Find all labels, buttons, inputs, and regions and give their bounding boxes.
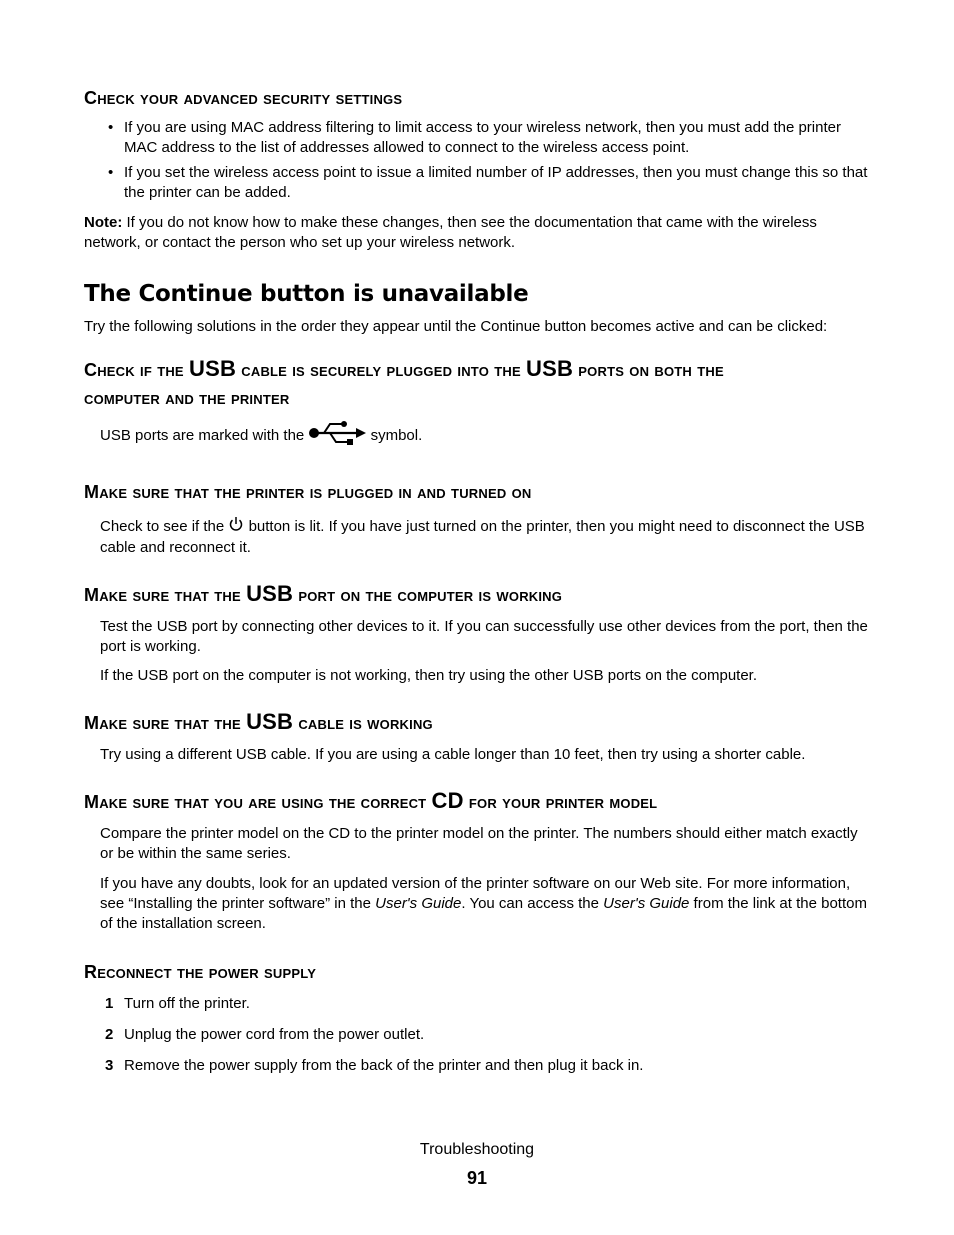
step-number: 3 <box>105 1057 114 1074</box>
usb-icon <box>308 420 366 452</box>
heading-plugged-in: Make sure that the printer is plugged in and turned on <box>84 482 532 502</box>
heading-part: cable is securely plugged into the <box>236 360 527 380</box>
heading-part: cable is working <box>293 713 433 733</box>
text-part: Check to see if the <box>100 517 229 535</box>
heading-part: port on the computer is working <box>293 585 563 605</box>
usb-cable-paragraph: Try using a different USB cable. If you are using a cable longer than 10 feet, then try using a shorter cable. <box>100 746 806 763</box>
text-part: USB ports are marked with the <box>100 426 309 444</box>
cd-paragraph: Compare the printer model on the CD to the printer model on the printer. The numbers should either match exactly or be within the same series. <box>100 825 858 862</box>
heading-correct-cd <box>84 787 874 816</box>
reconnect-steps-list <box>84 994 874 1076</box>
step-item <box>84 1025 874 1045</box>
bullet-item <box>84 163 874 203</box>
heading-part: Check if the <box>84 360 189 380</box>
users-guide-ref: User's Guide <box>375 895 462 912</box>
heading-usb: USB <box>246 581 294 606</box>
heading-part: ports on both the <box>573 360 724 380</box>
heading-usb-cable <box>84 355 874 412</box>
usb-port-paragraph: Test the USB port by connecting other devices to it. If you can successfully use other devices from the port, then the port is working. <box>100 618 868 655</box>
note-text: If you do not know how to make these changes, then see the documentation that came with the wireless network, or contact the person who set up your wireless network. <box>84 214 817 251</box>
heading-cd: CD <box>431 788 464 813</box>
security-bullet-list <box>84 118 874 203</box>
bullet-icon: • <box>108 164 114 181</box>
step-text: Unplug the power cord from the power outlet. <box>124 1026 425 1043</box>
note-paragraph <box>84 213 874 253</box>
power-icon <box>228 516 244 538</box>
heading-reconnect-power: Reconnect the power supply <box>84 962 317 982</box>
step-item <box>84 994 874 1014</box>
heading-part: Make sure that the <box>84 585 247 605</box>
bullet-item <box>84 118 874 158</box>
heading-usb: USB <box>526 356 574 381</box>
note-label: Note: <box>84 214 123 231</box>
heading-advanced-security: Check your advanced security settings <box>84 88 403 108</box>
step-number: 2 <box>105 1026 114 1043</box>
step-text: Turn off the printer. <box>124 995 250 1012</box>
footer <box>0 1139 954 1191</box>
usb-symbol-paragraph <box>84 420 874 452</box>
step-text: Remove the power supply from the back of the printer and then plug it back in. <box>124 1057 644 1074</box>
usb-port-paragraph: If the USB port on the computer is not working, then try using the other USB ports on the computer. <box>100 667 758 684</box>
section-title: The Continue button is unavailable <box>84 281 529 307</box>
document-page <box>84 84 874 1087</box>
bullet-text: If you set the wireless access point to issue a limited number of IP addresses, then you must change this so that the printer can be added. <box>124 164 868 201</box>
heading-part: Make sure that you are using the correct <box>84 792 432 812</box>
text-part: button is lit. If you have just turned on the printer, then you might need to disconnect the USB cable and reconnect it. <box>100 517 865 556</box>
step-item <box>84 1056 874 1076</box>
heading-part: for your printer model <box>463 792 658 812</box>
text-part: symbol. <box>366 426 423 444</box>
heading-usb-cable-working <box>84 708 874 737</box>
users-guide-ref: User's Guide <box>603 895 690 912</box>
heading-usb: USB <box>189 356 237 381</box>
text-part: from the link at the bottom of the installation screen. <box>100 895 867 932</box>
intro-paragraph: Try the following solutions in the order they appear until the Continue button becomes active and can be clicked: <box>84 318 828 335</box>
bullet-text: If you are using MAC address filtering to limit access to your wireless network, then you must add the printer MAC address to the list of addresses allowed to connect to the wireless access point. <box>124 119 841 156</box>
heading-part: computer and the printer <box>84 388 290 408</box>
heading-part: Make sure that the <box>84 713 247 733</box>
heading-usb-port <box>84 580 874 609</box>
cd-paragraph <box>84 874 874 934</box>
bullet-icon: • <box>108 119 114 136</box>
step-number: 1 <box>105 995 114 1012</box>
heading-usb: USB <box>246 709 294 734</box>
text-part: If you have any doubts, look for an updated version of the printer software on our Web site. For more information, see “Installing the printer software” in the <box>100 875 851 912</box>
text-part: . You can access the <box>461 895 604 912</box>
power-paragraph <box>84 516 874 558</box>
page-number: 91 <box>466 1168 488 1188</box>
footer-section-name: Troubleshooting <box>419 1141 535 1158</box>
